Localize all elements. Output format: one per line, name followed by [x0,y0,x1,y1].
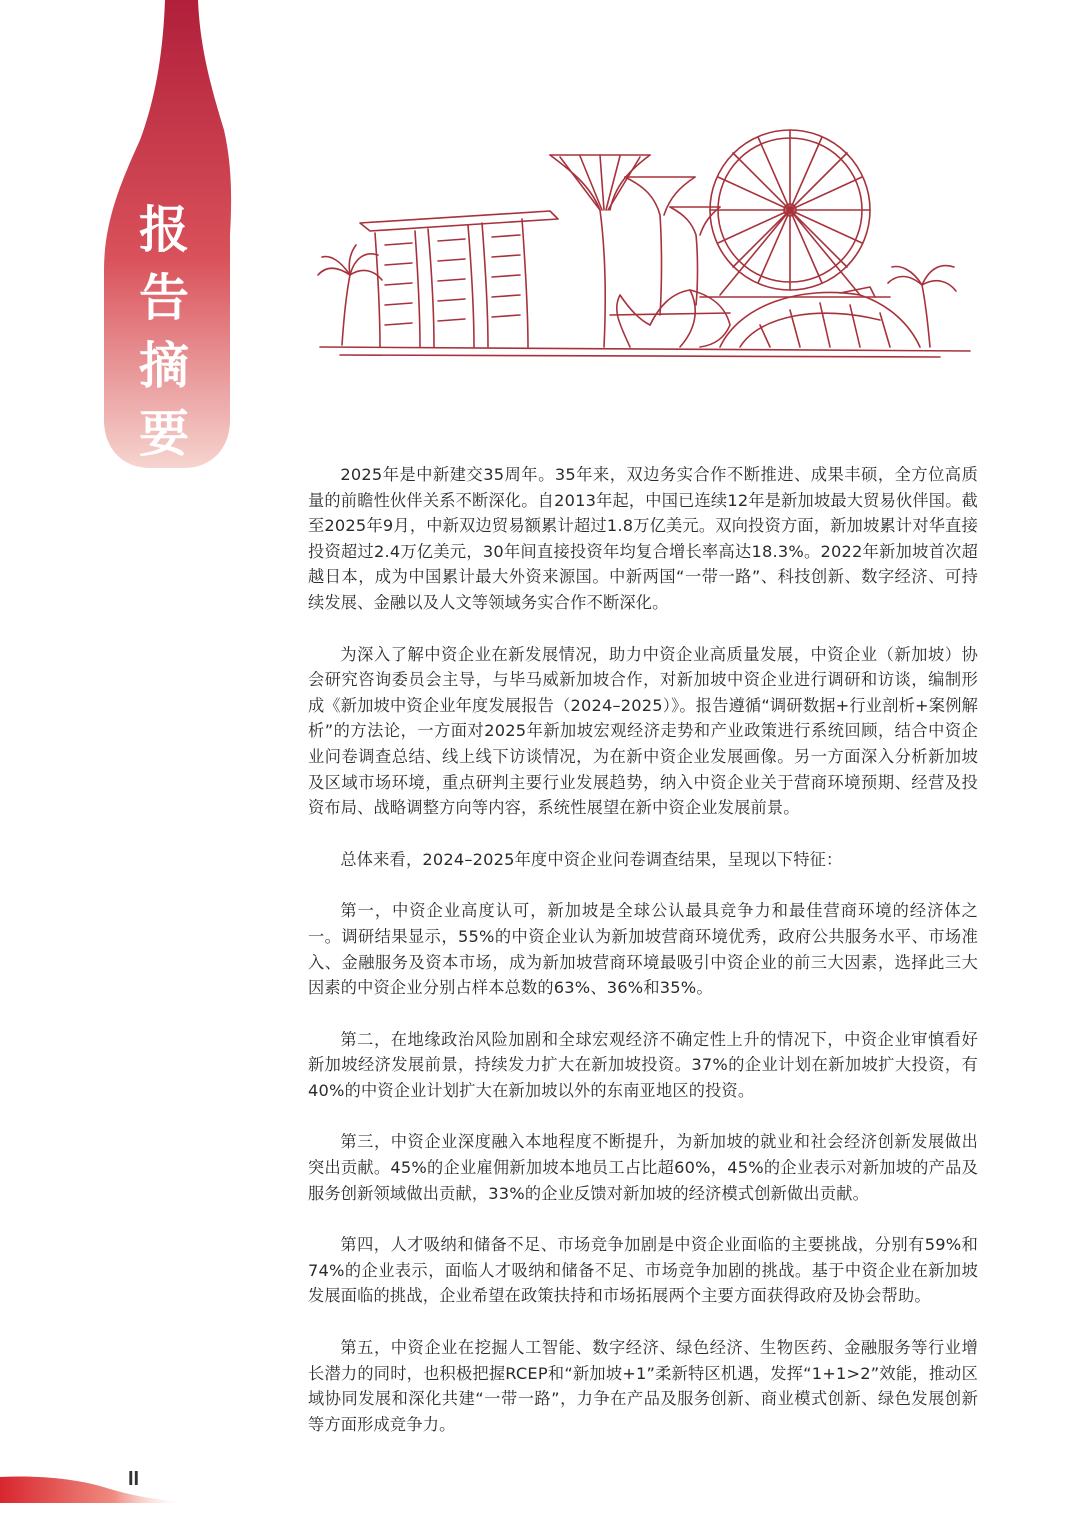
paragraph-finding-2: 第二，在地缘政治风险加剧和全球宏观经济不确定性上升的情况下，中资企业审慎看好新加坡经济发展前景，持续发力扩大在新加坡投资。37%的企业计划在新加坡扩大投资，有40%的中资企业计划扩大在新加坡以外的东南亚地区的投资。 [308,1029,978,1100]
paragraph-summary-lead: 总体来看，2024–2025年度中资企业问卷调查结果，呈现以下特征： [340,849,843,869]
singapore-skyline-icon [300,115,980,375]
section-tab-shape [0,0,240,480]
section-tab [0,0,240,480]
paragraph-report-method: 为深入了解中资企业在新发展情况，助力中资企业高质量发展，中资企业（新加坡）协会研究咨询委员会主导，与毕马威新加坡合作，对新加坡中资企业进行调研和访谈，编制形成《新加坡中资企业年度发展报告（2024–2025）》。报告遵循“调研数据+行业剖析+案例解析”的方法论，一方面对2025年新加坡宏观经济走势和产业政策进行系统回顾，结合中资企业问卷调查总结、线上线下访谈情况，为在新中资企业发展画像。另一方面深入分析新加坡及区域市场环境，重点研判主要行业发展趋势，纳入中资企业关于营商环境预期、经营及投资布局、战略调整方向等内容，系统性展望在新中资企业发展前景。 [308,644,978,818]
footer-accent-band [0,1465,200,1515]
section-title: 报告摘要 [139,200,189,463]
abstract-body [308,462,978,1463]
paragraph-intro: 2025年是中新建交35周年。35年来，双边务实合作不断推进、成果丰硕，全方位高质量的前瞻性伙伴关系不断深化。自2013年起，中国已连续12年是新加坡最大贸易伙伴国。截至2025年9月，中新双边贸易额累计超过1.8万亿美元。双向投资方面，新加坡累计对华直接投资超过2.4万亿美元，30年间直接投资年均复合增长率高达18.3%。2022年新加坡首次超越日本，成为中国累计最大外资来源国。中新两国“一带一路”、科技创新、数字经济、可持续发展、金融以及人文等领域务实合作不断深化。 [308,465,978,612]
paragraph-finding-4: 第四，人才吸纳和储备不足、市场竞争加剧是中资企业面临的主要挑战，分别有59%和74%的企业表示，面临人才吸纳和储备不足、市场竞争加剧的挑战。基于中资企业在新加坡发展面临的挑战，企业希望在政策扶持和市场拓展两个主要方面获得政府及协会帮助。 [308,1235,978,1306]
page-number: II [128,1468,140,1490]
paragraph-finding-3: 第三，中资企业深度融入本地程度不断提升，为新加坡的就业和社会经济创新发展做出突出贡献。45%的企业雇佣新加坡本地员工占比超60%，45%的企业表示对新加坡的产品及服务创新领域做出贡献，33%的企业反馈对新加坡的经济模式创新做出贡献。 [308,1132,978,1203]
paragraph-finding-1: 第一，中资企业高度认可，新加坡是全球公认最具竞争力和最佳营商环境的经济体之一。调研结果显示，55%的中资企业认为新加坡营商环境优秀，政府公共服务水平、市场准入、金融服务及资本市场，成为新加坡营商环境最吸引中资企业的前三大因素，选择此三大因素的中资企业分别占样本总数的63%、36%和35%。 [308,901,978,998]
paragraph-finding-5: 第五，中资企业在挖掘人工智能、数字经济、绿色经济、生物医药、金融服务等行业增长潜力的同时，也积极把握RCEP和“新加坡+1”柔新特区机遇，发挥“1+1>2”效能，推动区域协同发展和深化共建“一带一路”，力争在产品及服务创新、商业模式创新、绿色发展创新等方面形成竞争力。 [308,1338,978,1434]
